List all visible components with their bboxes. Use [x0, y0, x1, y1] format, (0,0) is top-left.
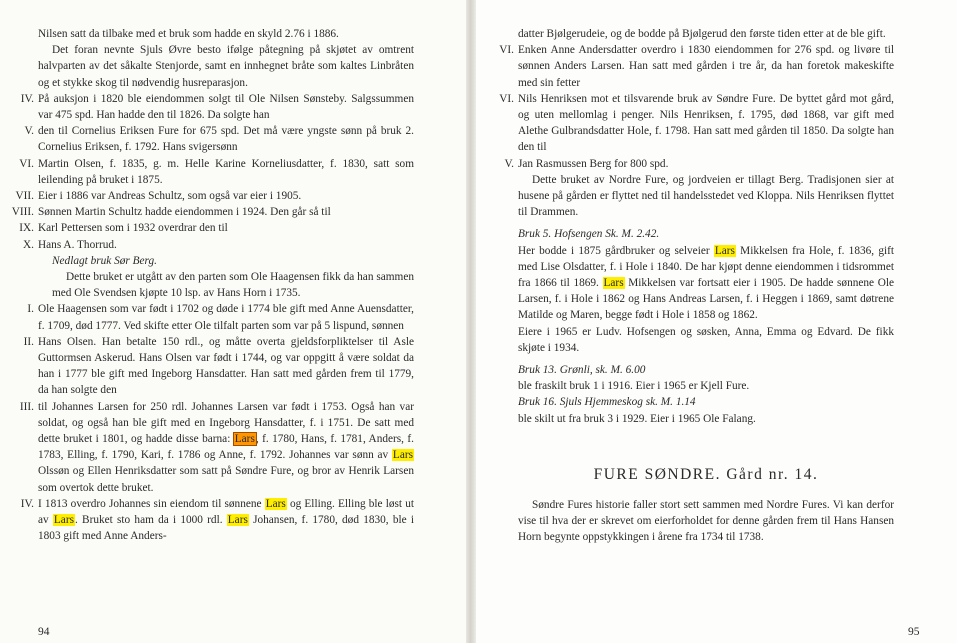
page-number: 94 [38, 626, 50, 638]
search-highlight[interactable]: Lars [714, 244, 735, 257]
right-page [470, 0, 957, 643]
right-page-text [499, 26, 895, 546]
paragraph-text: Dette bruket er utgått av den parten som Ole Haagensen fikk da han sammen med Ole Svendsen kjøpte 10 lsp. av Hans Horn i 1735. [52, 271, 414, 300]
owner-entry [499, 91, 894, 156]
entry-text: den til Cornelius Eriksen Fure for 675 spd. Det må være yngste sønn på bruk 2. Cornelius Eriksen, f. 1792. Hans svigersønn [38, 125, 414, 154]
roman-numeral: IV. [20, 497, 34, 510]
entry-text: Ole Haagensen som var født i 1702 og døde i 1774 ble gift med Anne Auensdatter, f. 1709, død 1777. Ved skifte etter Ole tilfalt parten som var på 5 lispund, sønnen [38, 303, 414, 332]
chapter-title [518, 467, 894, 483]
entry-text: Sønnen Martin Schultz hadde eiendommen i 1924. Den går så til [38, 206, 331, 219]
text-run: , f. 1780, Hans, f. 1781, Anders, f. 1783, Elling, f. 1790, Kari, f. 1786 og Anne, f. 1792. Johannes var sønn av [38, 433, 415, 462]
roman-numeral: V. [24, 125, 34, 138]
roman-numeral: IX. [19, 222, 34, 235]
owner-entry [15, 188, 414, 204]
text-run: Her bodde i 1875 gårdbruker og selveier [518, 244, 710, 257]
entry-text: Karl Pettersen som i 1932 overdrar den til [38, 222, 228, 235]
text-run: til Johannes Larsen for 250 rdl. Johannes Larsen var født i 1753. Også han var soldat, og også han ble gift med en Ingeborg Hansdatter, f. i 1751. De satt med dette bruket i 1801, og hadde disse barna: [38, 400, 414, 446]
owner-entry [19, 156, 414, 188]
text-run: . Bruket sto ham da i 1000 rdl. [74, 514, 223, 527]
search-highlight[interactable]: Lars [53, 514, 74, 527]
chapter-title-main: FURE SØNDRE. [593, 465, 721, 483]
owner-entry [19, 220, 414, 236]
section-subheading: Bruk 13. Grønli, sk. M. 6.00 [518, 364, 646, 377]
roman-numeral: IV. [20, 92, 34, 105]
section-subheading: Bruk 16. Sjuls Hjemmeskog sk. M. 1.14 [518, 396, 696, 409]
roman-numeral: VII. [15, 190, 34, 203]
roman-numeral: VI. [19, 157, 34, 170]
left-page-text [11, 26, 415, 545]
search-highlight[interactable]: Lars [603, 277, 624, 290]
paragraph: datter Bjølgerudeie, og de bodde på Bjølgerud den første tiden etter at de ble gift. [518, 28, 886, 40]
paragraph [518, 243, 894, 324]
owner-entry [504, 156, 894, 172]
owner-entry [11, 204, 414, 220]
paragraph: Dette bruket av Nordre Fure, og jordveien er tillagt Berg. Tradisjonen sier at husene på gården er flyttet ned til handelsstedet ved Kloppa. Nils Henriksen flyttet til Drammen. [518, 173, 894, 219]
roman-numeral: I. [27, 303, 34, 316]
entry-text [38, 399, 414, 496]
owner-entry [19, 399, 415, 496]
entry-text: På auksjon i 1820 ble eiendommen solgt til Ole Nilsen Sønsteby. Salgssummen var 475 spd. Han hadde den til 1826. Da solgte han [38, 92, 414, 122]
text-run: Johansen, f. 1780, død 1830, ble i 1803 gift med Anne Anders- [38, 514, 414, 543]
entry-text [38, 496, 414, 545]
owner-entry [20, 91, 414, 123]
owner-entry [23, 237, 414, 253]
left-page [0, 0, 470, 643]
paragraph: ble fraskilt bruk 1 i 1916. Eier i 1965 er Kjell Fure. [518, 380, 750, 393]
entry-text: Jan Rasmussen Berg for 800 spd. [518, 157, 669, 170]
spacer [518, 427, 894, 467]
section-subheading: Nedlagt bruk Sør Berg. [52, 254, 158, 267]
section-subheading: Bruk 5. Hofsengen Sk. M. 2.42. [518, 228, 660, 241]
paragraph [38, 269, 414, 301]
roman-numeral: X. [23, 238, 34, 251]
book-gutter [466, 0, 476, 643]
roman-numeral: II. [23, 335, 34, 348]
text-run: Olssøn og Ellen Henriksdatter som satt på Søndre Fure, og bror av Henrik Larsen som overtok dette bruket. [38, 465, 414, 494]
entry-text: Eier i 1886 var Andreas Schultz, som også var eier i 1905. [38, 190, 302, 203]
text-run: I 1813 overdro Johannes sin eiendom til sønnene [38, 497, 262, 510]
owner-entry [499, 42, 894, 91]
text-run: Mikkelsen fra Hole, f. 1836, gift med Lise Olsdatter, f. i Hole i 1840. De har kjøpt denne eiendommen i tidsrommet fra 1866 til 1869. [518, 244, 895, 290]
owner-entry [24, 123, 414, 155]
entry-text: Hans A. Thorrud. [38, 238, 117, 251]
roman-numeral: III. [19, 400, 34, 413]
roman-numeral: V. [504, 157, 514, 170]
paragraph: ble skilt ut fra bruk 3 i 1929. Eier i 1965 Ole Falang. [518, 412, 756, 425]
entry-text: Enken Anne Andersdatter overdro i 1830 eiendommen for 276 spd. og livøre til sønnen Anders Larsen. Han satt med gården i tre år, da han foretok makeskifte med sin fetter [518, 44, 894, 89]
paragraph: Nilsen satt da tilbake med et bruk som hadde en skyld 2.76 i 1886. [38, 28, 339, 40]
entry-text: Martin Olsen, f. 1835, g. m. Helle Karine Korneliusdatter, f. 1830, satt som leilending på bruket i 1875. [38, 157, 414, 186]
roman-numeral: VI. [499, 92, 514, 105]
search-highlight[interactable]: Lars [265, 497, 286, 510]
paragraph: Det foran nevnte Sjuls Øvre besto ifølge påtegning på skjøtet av omtrent halvparten av det såkalte Stenjorde, samt en innhegnet bråte som kaltes Linbråten og et stykke skog til nødvendig husreparasjon. [38, 44, 414, 89]
text-run: og Elling. Elling ble løst ut av [38, 497, 415, 527]
entry-text: Hans Olsen. Han betalte 150 rdl., og måtte overta gjeldsforpliktelser til Asle Guttormsen Askerud. Hans Olsen var født i 1744, og var oppgitt å være soldat da han i 1777 ble gift med Ingeborg Hansdatter. Han satt med gården frem til 1779, da han solgte den [38, 335, 414, 397]
roman-numeral: VIII. [11, 206, 34, 219]
roman-numeral: VI. [499, 44, 514, 57]
search-highlight[interactable]: Lars [392, 449, 413, 462]
text-run: Mikkelsen var fortsatt eier i 1905. De hadde sønnene Ole Larsen, f. i Hole i 1862 og Hans Andreas Larsen, f. i Heggen i 1869, samt døtrene Matilde og Maren, begge født i Hole i 1858 og 1862. [518, 277, 895, 322]
entry-text: Nils Henriksen mot et tilsvarende bruk av Søndre Fure. De byttet gård mot gård, og uten mellomlag i penger. Nils Henriksen, f. 1795, død 1868, var gift med Alethe Gulbrandsdatter Hole, f. 1798. Han satt med gården til 1850. Da solgte han den til [518, 92, 894, 154]
search-highlight-active[interactable]: Lars [234, 433, 255, 446]
owner-entry [20, 496, 415, 545]
owner-entry [23, 334, 414, 399]
page-number: 95 [908, 626, 920, 638]
chapter-title-sub: Gård nr. 14. [726, 465, 819, 483]
paragraph: Eiere i 1965 er Ludv. Hofsengen og søsken, Anna, Emma og Edvard. De fikk skjøte i 1934. [518, 325, 894, 354]
paragraph: Søndre Fures historie faller stort sett sammen med Nordre Fures. Vi kan derfor vise til hva der er skrevet om eierforholdet for denne gården frem til Hans Hansen Horn begynte oppstykkingen i årene fra 1734 til 1738. [518, 499, 894, 544]
search-highlight[interactable]: Lars [227, 514, 248, 527]
owner-entry [27, 301, 414, 333]
